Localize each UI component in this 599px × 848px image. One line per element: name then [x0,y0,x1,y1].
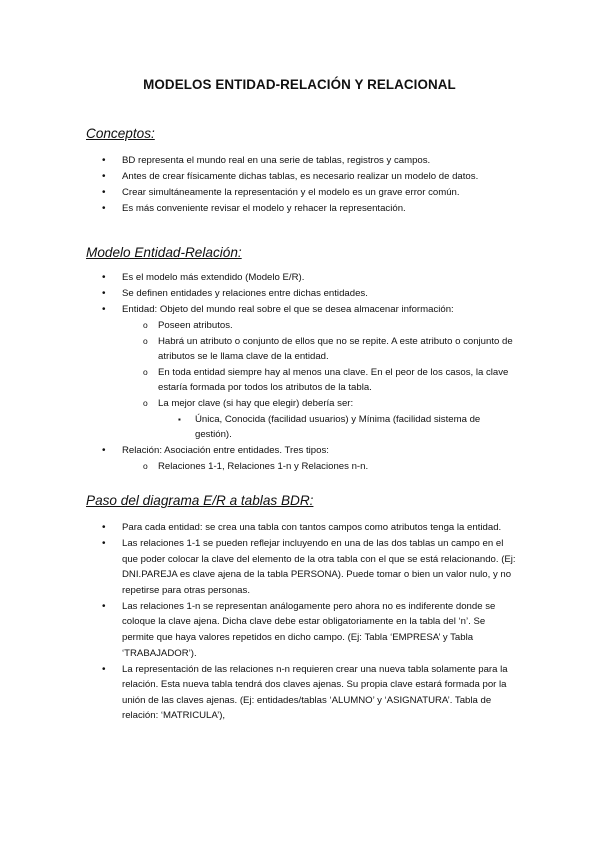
modelo-er-list [0,270,599,474]
list-item: • Antes de crear físicamente dichas tablas, es necesario realizar un modelo de datos. [0,169,599,185]
list-item: • Entidad: Objeto del mundo real sobre el que se desea almacenar información: [0,302,599,318]
list-item: • Las relaciones 1-n se representan análogamente pero ahora no es indiferente donde se coloque la clave ajena. Dicha clave debe estar obligatoriamente en la tabla del ‘n’. Se permite que haya valores repetidos en dicho campo. (Ej: Tabla ‘EMPRESA’ y Tabla ‘TRABAJADOR’). [0,599,599,661]
sub-list-item: o En toda entidad siempre hay al menos una clave. En el peor de los casos, la clave estaría formada por todos los atributos de la tabla. [0,365,599,396]
sub-list-item: o Relaciones 1-1, Relaciones 1-n y Relaciones n-n. [0,459,599,475]
paso-diagrama-list [0,520,599,724]
section-heading-paso-diagrama: Paso del diagrama E/R a tablas BDR: [86,493,314,508]
list-item: • Relación: Asociación entre entidades. Tres tipos: [0,443,599,459]
sub-list-item: o Poseen atributos. [0,318,599,334]
document-title: MODELOS ENTIDAD-RELACIÓN Y RELACIONAL [143,77,456,92]
list-item: • Es el modelo más extendido (Modelo E/R). [0,270,599,286]
sub-sub-list-item: ▪ Única, Conocida (facilidad usuarios) y Mínima (facilidad sistema de gestión). [0,412,599,443]
list-item: • Las relaciones 1-1 se pueden reflejar incluyendo en una de las dos tablas un campo en el que poder colocar la clave del elemento de la otra tabla con el que se está relacionando. (Ej: DNI.PAREJA es clave ajena de la tabla PERSONA). Puede tomar o bien un valor nulo, y no repetirse para otras personas. [0,536,599,598]
conceptos-list [0,153,599,217]
section-heading-conceptos: Conceptos: [86,126,155,141]
list-item: • Se definen entidades y relaciones entre dichas entidades. [0,286,599,302]
list-item: • BD representa el mundo real en una serie de tablas, registros y campos. [0,153,599,169]
list-item: • La representación de las relaciones n-n requieren crear una nueva tabla solamente para la relación. Esta nueva tabla tendrá dos claves ajenas. Su propia clave estará formada por la unión de las claves ajenas. (Ej: entidades/tablas ‘ALUMNO’ y ‘ASIGNATURA’. Tabla de relación: ‘MATRICULA’), [0,662,599,724]
section-heading-modelo-er: Modelo Entidad-Relación: [86,245,242,260]
list-item: • Crear simultáneamente la representación y el modelo es un grave error común. [0,185,599,201]
sub-list-item: o Habrá un atributo o conjunto de ellos que no se repite. A este atributo o conjunto de atributos se le llama clave de la entidad. [0,334,599,365]
list-item: • Para cada entidad: se crea una tabla con tantos campos como atributos tenga la entidad. [0,520,599,536]
sub-list-item: o La mejor clave (si hay que elegir) debería ser: [0,396,599,412]
list-item: • Es más conveniente revisar el modelo y rehacer la representación. [0,201,599,217]
